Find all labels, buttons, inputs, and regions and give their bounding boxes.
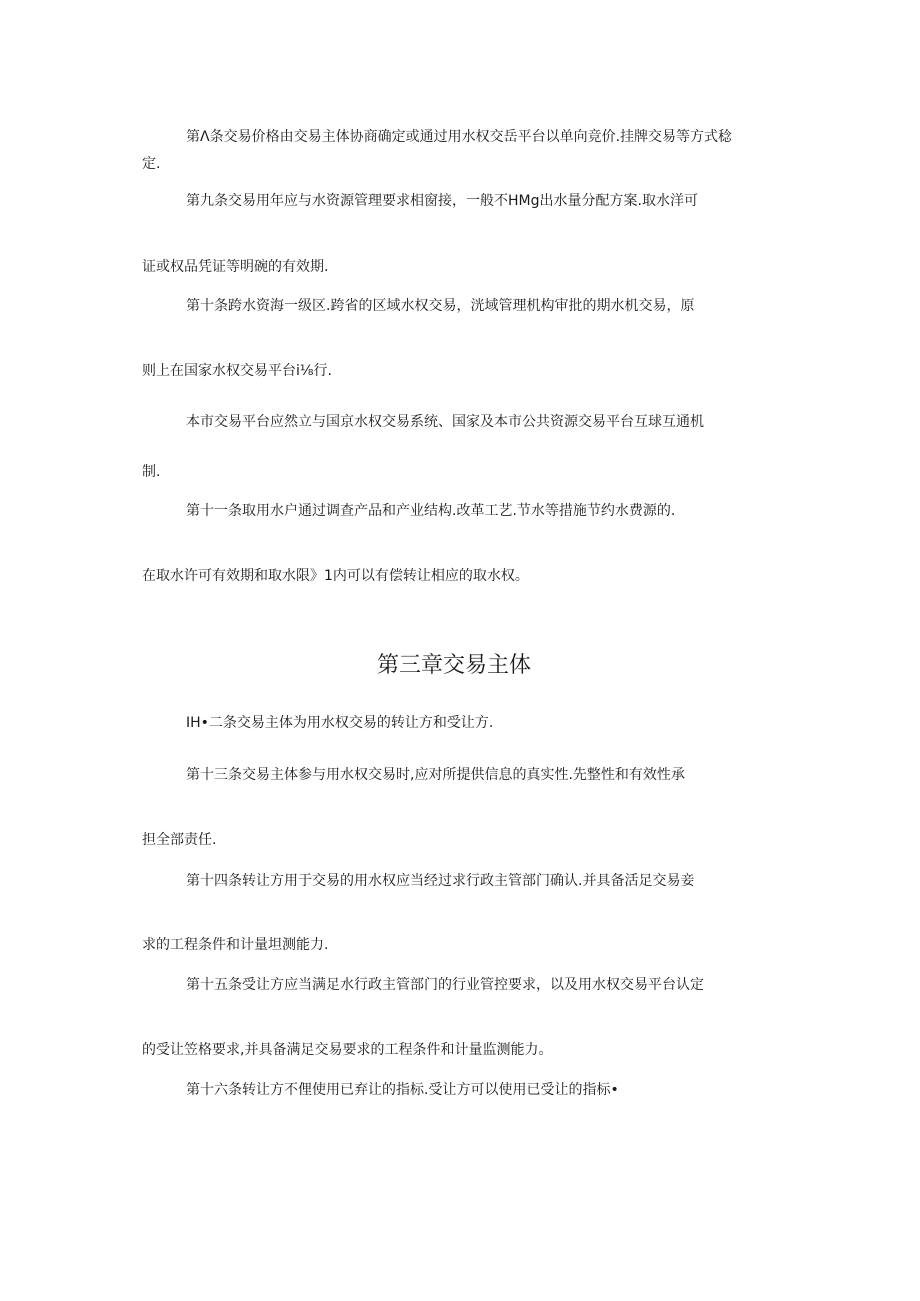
- article-13-line-1: 第十三条交易主体参与用水权交易时,应对所提供信息的真实性.先整性和有效性承: [186, 767, 685, 783]
- article-16-line-1: 第十六条转让方不俚使用已弃让的指标.受让方可以使用已受让的指标•: [186, 1082, 619, 1098]
- article-11-line-1: 第十一条取用水户通过调查产品和产业结构.改革工艺.节水等措施节约水费源的.: [186, 503, 676, 519]
- article-14-line-1: 第十四条转让方用于交易的用水权应当经过求行政主管部门确认.并具备活足交易妾: [186, 873, 695, 889]
- article-14-line-2: 求的工程条件和计量坦测能力.: [142, 937, 329, 953]
- platform-paragraph-line-1: 本市交易平台应然立与国京水权交易系统、国家及本市公共资源交易平台互球互通机: [186, 414, 704, 430]
- article-12-line-1: IH•二条交易主体为用水权交易的转让方和受让方.: [186, 715, 494, 731]
- article-8-line-2: 定.: [142, 156, 161, 172]
- chapter-heading: 第三章交易主体: [376, 653, 531, 678]
- article-15-line-1: 第十五条受让方应当满足水行政主管部门的行业管控要求，以及用水权交易平台认定: [186, 977, 704, 993]
- article-9-line-1: 第九条交易用年应与水资源管理要求相窗接，一般不HMg出水量分配方案.取水洋可: [186, 193, 698, 209]
- article-13-line-2: 担全部责任.: [142, 832, 217, 848]
- article-9-line-2: 证或权品凭证等明碗的有效期.: [142, 259, 329, 275]
- platform-paragraph-line-2: 制.: [142, 464, 161, 480]
- article-8-line-1: 第Λ条交易价格由交易主体协商确定或通过用水权交岳平台以单向竞价.挂牌交易等方式稔: [186, 129, 733, 145]
- article-10-line-2: 则上在国家水权交易平台i⅛行.: [142, 363, 332, 379]
- article-15-line-2: 的受让笠格要求,并具备满足交易要求的工程条件和计量监测能力。: [142, 1042, 553, 1058]
- article-11-line-2: 在取水许可有效期和取水限》1内可以有偿转让相应的取水权。: [142, 568, 529, 584]
- article-10-line-1: 第十条跨水资海一级区.跨省的区域水权交易，洸域管理机构审批的期水机交易，原: [186, 298, 695, 314]
